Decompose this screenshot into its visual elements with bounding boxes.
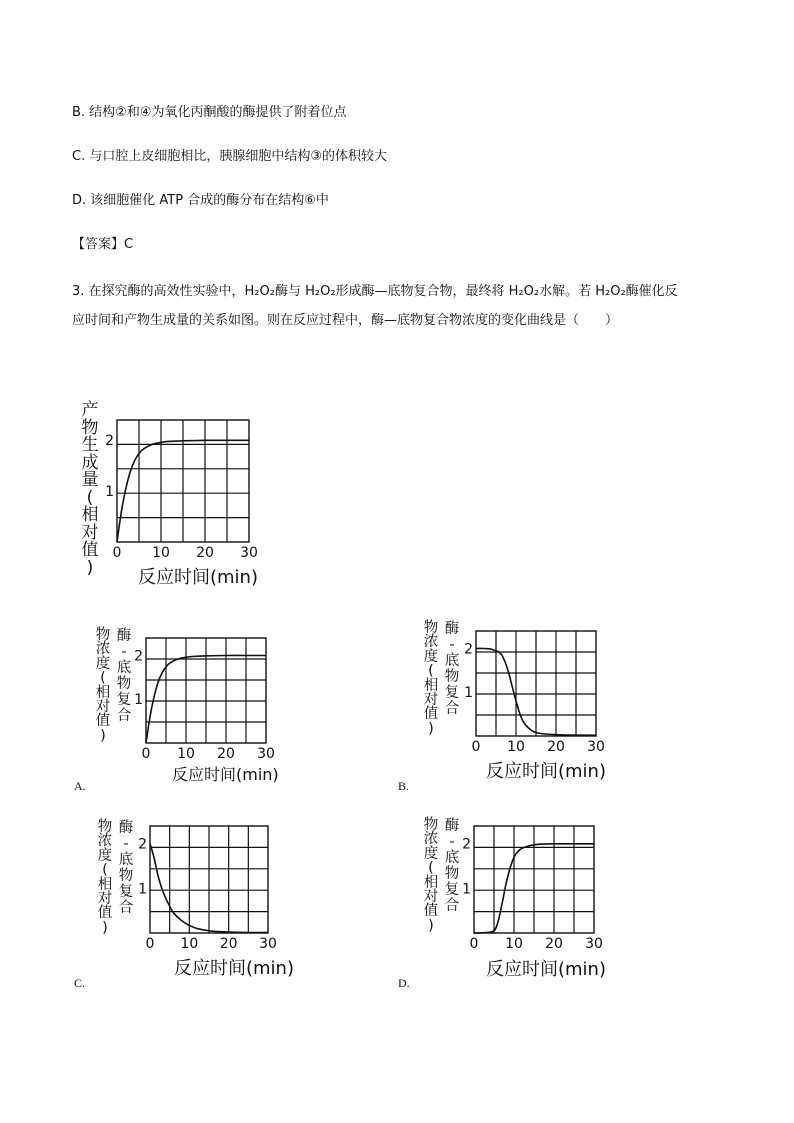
- ylabel-char: ): [100, 727, 106, 744]
- option-a-xlabel: 反应时间(min): [172, 765, 279, 784]
- x-tick-label: 0: [112, 545, 122, 561]
- ylabel-char: ): [102, 919, 108, 936]
- ylabel-char: 值: [95, 713, 111, 730]
- y-tick-label: 2: [134, 648, 143, 665]
- ylabel-char: 相: [81, 505, 99, 525]
- option-b-xlabel: 反应时间(min): [486, 761, 606, 782]
- option-b-ylabel-left: [422, 621, 440, 736]
- ylabel-char: 复: [118, 884, 134, 900]
- ylabel-char: (: [100, 670, 106, 687]
- option-a-letter: A.: [74, 779, 86, 793]
- option-a-ylabel-right: [115, 628, 133, 724]
- ylabel-char: 底: [444, 850, 460, 866]
- x-tick-label: 10: [505, 936, 523, 952]
- ylabel-char: 浓: [95, 641, 111, 658]
- ylabel-char: ): [428, 917, 434, 934]
- option-d-letter: D.: [398, 976, 410, 990]
- option-c-ylabel-right: [117, 820, 135, 916]
- ylabel-char: 底: [444, 653, 460, 669]
- ylabel-char: 物: [81, 417, 99, 438]
- y-tick-label: 1: [105, 484, 114, 501]
- ylabel-char: 物: [118, 868, 134, 884]
- y-tick-label: 2: [462, 836, 471, 853]
- ylabel-char: 产: [81, 400, 99, 420]
- ylabel-char: 物: [444, 866, 460, 882]
- ylabel-char: -: [449, 834, 455, 850]
- ylabel-char: 合: [444, 898, 460, 914]
- option-d-ylabel-right: [443, 818, 461, 914]
- option-d-chart: [461, 826, 606, 950]
- ylabel-char: 度: [95, 655, 111, 672]
- ylabel-char: 底: [116, 660, 132, 676]
- option-c-letter: C.: [74, 976, 86, 990]
- ylabel-char: 度: [423, 845, 439, 862]
- x-tick-label: 30: [257, 746, 275, 762]
- y-tick-label: 2: [464, 641, 473, 658]
- question-line-1: 3. 在探究酶的高效性实验中，H₂O₂酶与 H₂O₂形成酶—底物复合物，最终将 H₂O₂水解。若 H₂O₂酶催化反: [72, 284, 678, 299]
- ylabel-char: 复: [116, 692, 132, 708]
- ylabel-char: 度: [423, 648, 439, 665]
- x-tick-label: 30: [587, 739, 605, 755]
- ylabel-char: 物: [444, 669, 460, 685]
- x-tick-label: 20: [196, 545, 214, 561]
- ylabel-char: ): [86, 557, 94, 578]
- option-b-chart-svg: [463, 629, 608, 753]
- ylabel-char: 生: [81, 435, 99, 455]
- ylabel-char: 对: [95, 699, 111, 716]
- x-tick-label: 30: [259, 936, 277, 952]
- x-tick-label: 20: [547, 739, 565, 755]
- ylabel-char: -: [121, 644, 127, 660]
- ylabel-char: 相: [97, 876, 113, 893]
- question-line-2: 应时间和产物生成量的关系如图。则在反应过程中，酶—底物复合物浓度的变化曲线是（ ）: [72, 313, 619, 328]
- option-b-ylabel-right: [443, 621, 461, 717]
- ylabel-char: 值: [423, 903, 439, 920]
- ylabel-char: 相: [95, 684, 111, 701]
- x-tick-label: 0: [145, 936, 155, 952]
- ylabel-char: 合: [444, 701, 460, 717]
- main-chart: [104, 418, 264, 568]
- ylabel-char: 复: [444, 882, 460, 898]
- y-tick-label: 1: [462, 881, 471, 898]
- ylabel-char: 对: [97, 891, 113, 908]
- ylabel-char: ): [428, 720, 434, 737]
- ylabel-char: 合: [116, 708, 132, 724]
- ylabel-char: (: [86, 487, 94, 508]
- ylabel-char: -: [123, 836, 129, 852]
- option-c-chart: [137, 826, 282, 950]
- ylabel-char: 成: [81, 452, 99, 473]
- x-tick-label: 10: [507, 739, 525, 755]
- x-tick-label: 30: [240, 545, 258, 561]
- ylabel-char: 浓: [423, 831, 439, 848]
- option-b-prev: B. 结构②和④为氧化丙酮酸的酶提供了附着位点: [72, 105, 347, 120]
- y-tick-label: 1: [464, 685, 473, 702]
- option-b-letter: B.: [398, 779, 410, 793]
- x-tick-label: 20: [545, 936, 563, 952]
- x-tick-label: 30: [585, 936, 603, 952]
- main-chart-xlabel: 反应时间(min): [138, 567, 258, 588]
- ylabel-char: (: [428, 663, 434, 680]
- ylabel-char: (: [428, 860, 434, 877]
- ylabel-char: 浓: [423, 634, 439, 651]
- y-tick-label: 1: [138, 881, 147, 898]
- option-c-ylabel-left: [96, 820, 114, 935]
- ylabel-char: 量: [81, 470, 99, 490]
- ylabel-char: (: [102, 862, 108, 879]
- ylabel-char: 物: [423, 817, 439, 833]
- ylabel-char: -: [449, 637, 455, 653]
- ylabel-char: 复: [444, 685, 460, 701]
- ylabel-char: 对: [423, 889, 439, 906]
- ylabel-char: 值: [81, 540, 99, 560]
- ylabel-char: 酶: [444, 621, 460, 637]
- option-c-xlabel: 反应时间(min): [174, 958, 294, 979]
- main-chart-ylabel: [78, 402, 102, 577]
- x-tick-label: 0: [471, 739, 481, 755]
- ylabel-char: 对: [81, 522, 99, 543]
- x-tick-label: 10: [180, 936, 199, 952]
- ylabel-char: 值: [423, 706, 439, 723]
- option-c-chart-svg: [137, 826, 282, 950]
- ylabel-char: 合: [118, 900, 134, 916]
- y-tick-label: 1: [134, 692, 143, 709]
- option-a-chart: [133, 636, 278, 760]
- y-tick-label: 2: [138, 836, 147, 853]
- ylabel-char: 度: [97, 847, 113, 864]
- ylabel-char: 相: [423, 874, 439, 891]
- ylabel-char: 物: [95, 627, 111, 643]
- x-tick-label: 20: [219, 936, 238, 952]
- option-d-chart-svg: [461, 826, 606, 950]
- answer: 【答案】C: [72, 237, 134, 252]
- x-tick-label: 0: [141, 746, 151, 762]
- option-d-ylabel-left: [422, 818, 440, 933]
- ylabel-char: 酶: [444, 818, 460, 834]
- ylabel-char: 相: [423, 677, 439, 694]
- main-chart-svg: [104, 418, 264, 568]
- option-a-chart-svg: [133, 636, 278, 760]
- ylabel-char: 酶: [118, 820, 134, 836]
- ylabel-char: 对: [423, 692, 439, 709]
- x-tick-label: 10: [177, 746, 195, 762]
- ylabel-char: 底: [118, 852, 134, 868]
- ylabel-char: 物: [97, 819, 113, 835]
- y-tick-label: 2: [105, 433, 114, 450]
- option-d-xlabel: 反应时间(min): [486, 959, 606, 980]
- option-d-prev: D. 该细胞催化 ATP 合成的酶分布在结构⑥中: [72, 193, 329, 208]
- option-b-chart: [463, 629, 608, 753]
- ylabel-char: 浓: [97, 833, 113, 850]
- x-tick-label: 0: [469, 936, 479, 952]
- ylabel-char: 值: [97, 905, 113, 922]
- option-c-prev: C. 与口腔上皮细胞相比，胰腺细胞中结构③的体积较大: [72, 149, 387, 164]
- ylabel-char: 物: [116, 676, 132, 692]
- option-a-ylabel-left: [94, 628, 112, 743]
- ylabel-char: 酶: [116, 628, 132, 644]
- x-tick-label: 10: [152, 545, 170, 561]
- x-tick-label: 20: [217, 746, 235, 762]
- ylabel-char: 物: [423, 620, 439, 636]
